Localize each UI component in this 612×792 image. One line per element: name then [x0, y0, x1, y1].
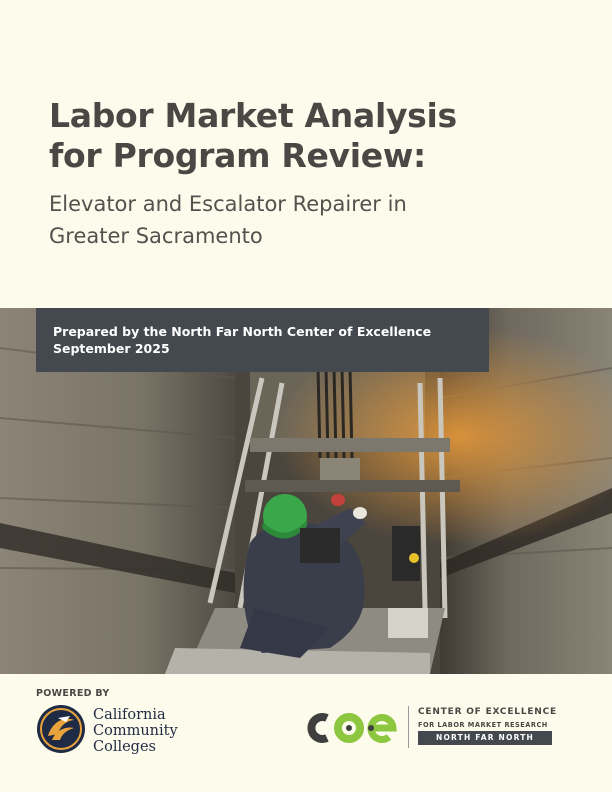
coe-region-badge: NORTH FAR NORTH	[418, 731, 552, 745]
ccc-line-2: Community	[93, 723, 178, 739]
ccc-name	[93, 707, 178, 755]
banner-preparer: Prepared by the North Far North Center of Excellence	[53, 324, 432, 339]
banner-date: September 2025	[53, 341, 170, 356]
title-block	[49, 96, 569, 252]
footer	[0, 674, 612, 792]
subtitle-line-1: Elevator and Escalator Repairer in	[49, 192, 407, 216]
powered-by-label: POWERED BY	[36, 688, 110, 699]
california-community-colleges-seal-icon	[36, 704, 86, 754]
coe-logo-icon	[305, 710, 397, 746]
ccc-line-3: Colleges	[93, 739, 156, 755]
page-title	[49, 96, 569, 176]
coe-title: CENTER OF EXCELLENCE	[418, 707, 557, 717]
page-subtitle	[49, 188, 569, 252]
title-line-1: Labor Market Analysis	[49, 96, 457, 135]
subtitle-line-2: Greater Sacramento	[49, 224, 263, 248]
preparer-banner	[36, 308, 489, 372]
coe-subtitle: FOR LABOR MARKET RESEARCH	[418, 721, 548, 729]
coe-divider	[408, 706, 409, 748]
title-line-2: for Program Review:	[49, 136, 426, 175]
ccc-line-1: California	[93, 707, 166, 723]
